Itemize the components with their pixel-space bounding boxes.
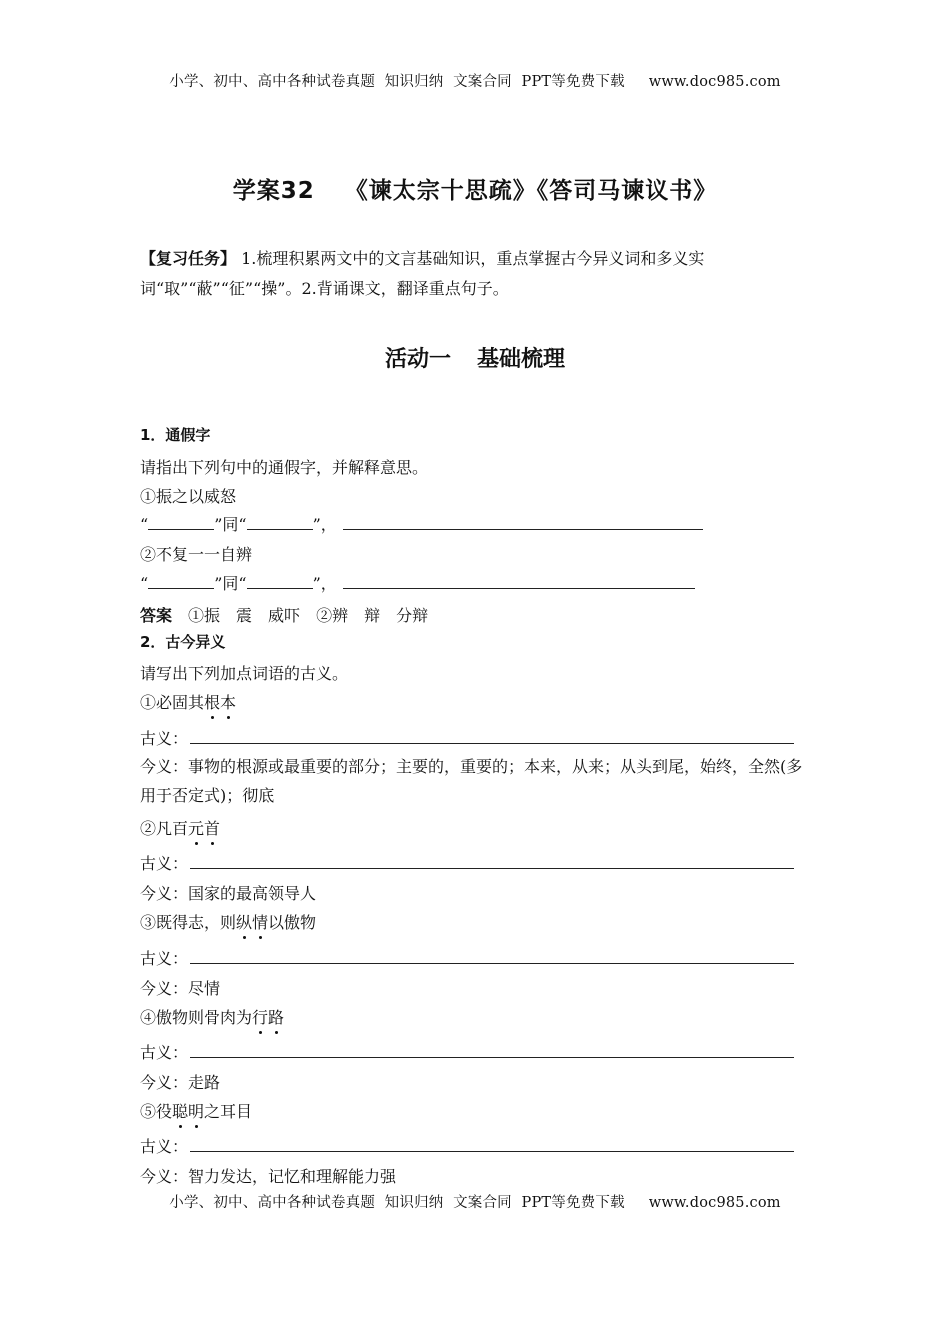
answer-value: 分辩 [396,606,429,625]
gu-label: 古义： [140,1137,189,1156]
blank-input[interactable] [247,514,313,530]
gu-label: 古义： [140,729,189,748]
jin-meaning: 今义：事物的根源或最重要的部分；主要的，重要的；本来，从来；从头到尾，始终，全然(多用于否定式)；彻底 [140,757,803,805]
title-part2: 《谏太宗十思疏》《答司马谏议书》 [344,178,718,204]
quote-mid: ”同“ [214,574,247,593]
activity-part1: 活动一 [384,347,451,372]
blank-input[interactable] [247,573,313,589]
gu-label: 古义： [140,949,189,968]
answer-value: ①振 [188,606,221,625]
dotted-char: 路 [268,1005,284,1028]
section2-instruction: 请写出下列加点词语的古义。 [140,664,349,683]
item-text: ⑤役 [140,1102,173,1121]
section2-item [140,1005,284,1028]
answer-line[interactable] [190,868,794,869]
quote-mid: ”同“ [214,515,247,534]
section2-item [140,910,316,933]
dotted-char: 行 [252,1005,268,1028]
dotted-char: 根 [204,690,220,713]
jin-meaning: 今义：走路 [140,1073,221,1092]
section2-item [140,690,236,713]
gu-label: 古义： [140,1043,189,1062]
section1-item1: ①振之以威怒 [140,487,237,506]
header-site: www.doc985.com [648,74,781,90]
footer-text: 小学、初中、高中各种试卷真题 知识归纳 文案合同 PPT等免费下载 [169,1195,625,1211]
item-text: ①必固其 [140,693,205,712]
activity-heading [0,342,950,373]
answer-value: 辩 [364,606,381,625]
page-title [0,172,950,205]
jin-meaning: 今义：国家的最高领导人 [140,884,317,903]
section1-instruction: 请指出下列句中的通假字，并解释意思。 [140,458,429,477]
jin-meaning: 今义：智力发达，记忆和理解能力强 [140,1167,397,1186]
blank-input[interactable] [343,514,703,530]
review-task [140,244,820,304]
page-footer [0,1191,950,1212]
footer-site: www.doc985.com [648,1195,781,1211]
section2-item [140,1099,252,1122]
section1-heading: 1．通假字 [140,426,211,444]
section2-item [140,816,220,839]
answer-line[interactable] [190,1057,794,1058]
header-text: 小学、初中、高中各种试卷真题 知识归纳 文案合同 PPT等免费下载 [169,74,625,90]
answer-value: ②辨 [316,606,349,625]
dotted-char: 元 [188,816,204,839]
answer-line[interactable] [190,963,794,964]
item-text: 之耳目 [204,1102,253,1121]
page-header [0,70,950,91]
section2-heading: 2．古今异义 [140,633,226,651]
quote-open: “ [140,574,149,593]
activity-part2: 基础梳理 [477,347,566,372]
title-part1: 学案32 [232,178,315,204]
dotted-char: 聪 [172,1099,188,1122]
jin-meaning: 今义：尽情 [140,979,221,998]
answer-line[interactable] [190,1151,794,1152]
blank-input[interactable] [148,573,214,589]
dotted-char: 明 [188,1099,204,1122]
quote-close: ”， [312,515,337,534]
dotted-char: 本 [220,690,236,713]
answer-value: 威吓 [268,606,301,625]
item-text: ②凡百 [140,819,189,838]
task-text: 1.梳理积累两文中的文言基础知识，重点掌握古今异义词和多义实词“取”“蔽”“征”“操”。2.背诵课文，翻译重点句子。 [140,249,705,298]
blank-input[interactable] [343,573,695,589]
item-text: 以傲物 [268,913,317,932]
quote-open: “ [140,515,149,534]
task-label: 【复习任务】 [140,249,237,268]
quote-close: ”， [312,574,337,593]
section1-item2: ②不复一一自辨 [140,545,253,564]
fill-row-1 [140,512,703,535]
answer-value: 震 [236,606,253,625]
dotted-char: 情 [252,910,268,933]
section1-answer [140,603,428,626]
fill-row-2 [140,571,695,594]
gu-label: 古义： [140,854,189,873]
blank-input[interactable] [148,514,214,530]
answer-line[interactable] [190,743,794,744]
item-text: ③既得志，则 [140,913,237,932]
dotted-char: 纵 [236,910,252,933]
dotted-char: 首 [204,816,220,839]
item-text: ④傲物则骨肉为 [140,1008,253,1027]
answer-label: 答案 [140,606,173,625]
